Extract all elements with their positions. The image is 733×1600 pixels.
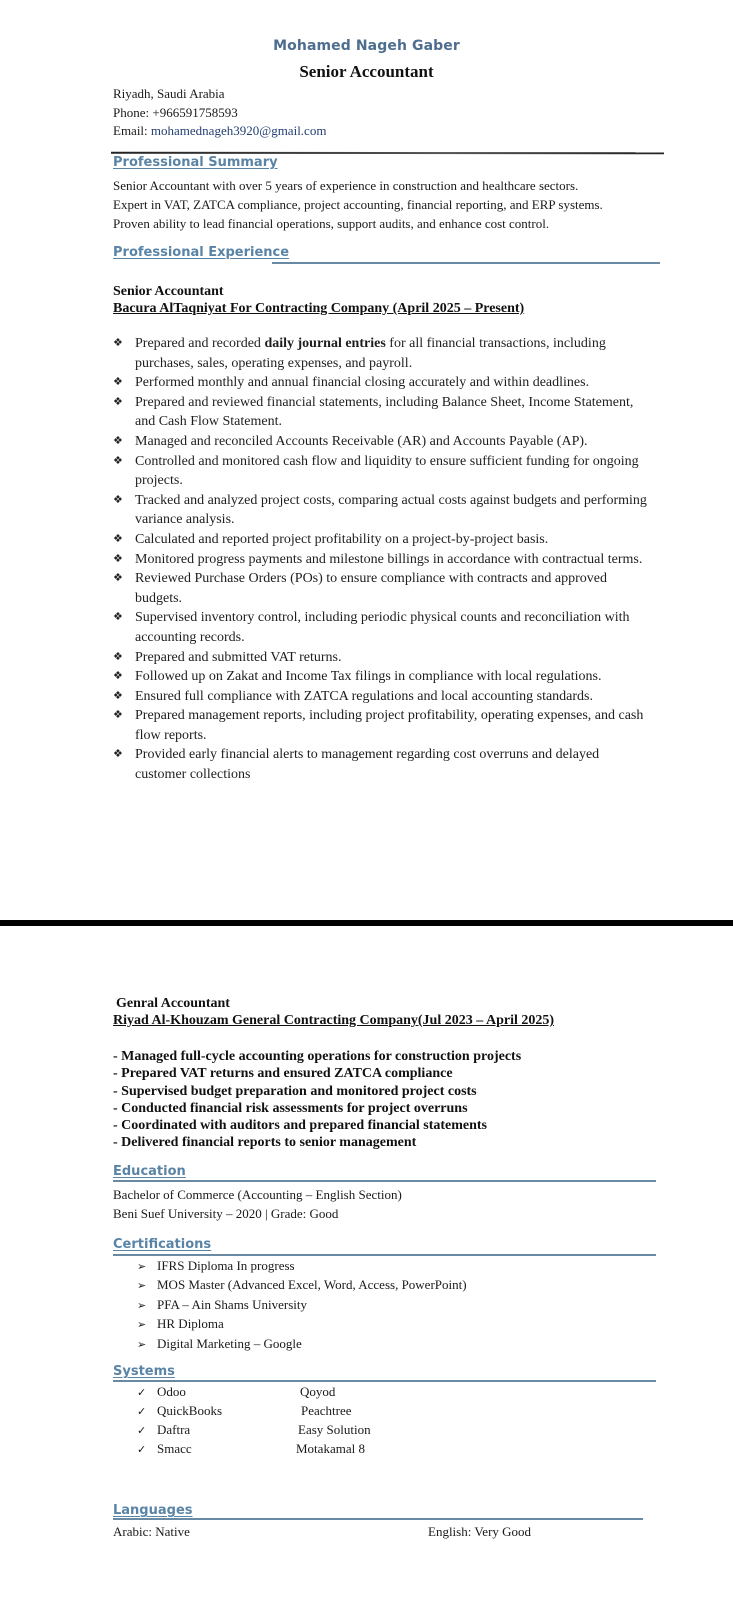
arrow-bullet-icon: ➢ — [137, 1338, 147, 1351]
job-bullets — [113, 1048, 673, 1152]
list-item: ➢ IFRS Diploma In progress — [137, 1257, 467, 1276]
check-icon: ✓ — [137, 1406, 147, 1418]
diamond-bullet-icon: ❖ — [113, 709, 123, 722]
summary-line: Proven ability to lead financial operations, support audits, and enhance cost control. — [113, 216, 550, 231]
diamond-bullet-icon: ❖ — [113, 572, 123, 585]
list-item: ❖ Reviewed Purchase Orders (POs) to ensure compliance with contracts and approved budgets. — [113, 571, 607, 606]
list-item: ❖ Managed and reconciled Accounts Receivable (AR) and Accounts Payable (AP). — [113, 432, 653, 452]
system-name: Peachtree — [301, 1403, 352, 1418]
arrow-bullet-icon: ➢ — [137, 1319, 147, 1332]
section-rule — [113, 1518, 643, 1520]
job-title: Senior Accountant — [113, 284, 224, 299]
list-item: ❖ Controlled and monitored cash flow and liquidity to ensure sufficient funding for ongoing projects. — [113, 453, 639, 489]
list-item: ❖ Tracked and analyzed project costs, comparing actual costs against budgets and performing variance analysis. — [113, 492, 647, 528]
phone-number: +966591758593 — [152, 105, 238, 120]
section-heading-systems: Systems — [113, 1364, 175, 1379]
systems-row — [137, 1422, 190, 1441]
list-item: ❖ Monitored progress payments and milestone billings in accordance with contractual terms. — [113, 550, 653, 570]
list-item: ❖ Prepared and submitted VAT returns. — [113, 648, 653, 668]
list-item: ❖ Prepared management reports, including project profitability, operating expenses, and cash flow reports. — [113, 708, 644, 743]
system-name: Daftra — [157, 1422, 191, 1437]
system-name: Odoo — [157, 1384, 186, 1399]
summary-line: Senior Accountant with over 5 years of experience in construction and healthcare sectors. — [113, 178, 579, 193]
system-name: Easy Solution — [298, 1422, 371, 1437]
diamond-bullet-icon: ❖ — [113, 454, 123, 467]
certifications-list — [137, 1257, 467, 1354]
email-label: Email: — [113, 123, 151, 138]
education-degree: Bachelor of Commerce (Accounting – English Section) — [113, 1187, 402, 1202]
list-item: ❖ Supervised inventory control, including periodic physical counts and reconciliation with accounting records. — [113, 610, 630, 645]
diamond-bullet-icon: ❖ — [113, 532, 123, 545]
diamond-bullet-icon: ❖ — [113, 493, 123, 506]
list-item: - Coordinated with auditors and prepared financial statements — [113, 1118, 488, 1134]
job-company: Riyad Al-Khouzam General Contracting Company(Jul 2023 – April 2025) — [113, 1013, 555, 1028]
section-rule — [272, 262, 660, 264]
list-item: ➢ PFA – Ain Shams University — [137, 1296, 467, 1315]
header-divider — [111, 152, 664, 154]
list-item: - Conducted financial risk assessments for project overruns — [113, 1100, 468, 1116]
section-heading-summary: Professional Summary — [113, 155, 278, 170]
language-arabic: Arabic: Native — [113, 1524, 190, 1539]
diamond-bullet-icon: ❖ — [113, 552, 123, 565]
list-item: - Delivered financial reports to senior management — [113, 1135, 417, 1151]
diamond-bullet-icon: ❖ — [113, 376, 123, 389]
education-school: Beni Suef University – 2020 | Grade: Good — [113, 1206, 339, 1221]
summary-line: Expert in VAT, ZATCA compliance, project accounting, financial reporting, and ERP systems. — [113, 197, 603, 212]
diamond-bullet-icon: ❖ — [113, 337, 123, 349]
section-heading-languages: Languages — [113, 1503, 193, 1518]
arrow-bullet-icon: ➢ — [137, 1280, 147, 1293]
system-name: QuickBooks — [157, 1403, 222, 1418]
section-rule — [113, 1180, 656, 1182]
diamond-bullet-icon: ❖ — [113, 434, 123, 447]
page-break-divider — [0, 920, 733, 926]
system-name: Smacc — [157, 1441, 192, 1456]
list-item: ❖ Performed monthly and annual financial closing accurately and within deadlines. — [113, 373, 653, 393]
list-item: ❖ Provided early financial alerts to management regarding cost overruns and delayed customer collections — [113, 747, 600, 783]
list-item: - Managed full-cycle accounting operations for construction projects — [113, 1049, 522, 1064]
email-link[interactable]: mohamednageh3920@gmail.com — [150, 123, 327, 138]
candidate-title: Senior Accountant — [299, 62, 434, 81]
check-icon: ✓ — [137, 1444, 147, 1456]
check-icon: ✓ — [137, 1425, 147, 1437]
systems-row — [137, 1384, 186, 1403]
list-item: ❖ Calculated and reported project profitability on a project-by-project basis. — [113, 530, 653, 550]
systems-row — [137, 1403, 222, 1422]
list-item: ❖ Prepared and recorded daily journal entries for all financial transactions, including purchases, sales, operating expenses, and payroll. — [113, 336, 606, 371]
phone-label: Phone: — [113, 105, 153, 120]
candidate-name: Mohamed Nageh Gaber — [273, 38, 460, 54]
system-name: Qoyod — [300, 1384, 336, 1399]
section-heading-experience: Professional Experience — [113, 245, 290, 260]
summary-text — [113, 176, 673, 233]
section-heading-education: Education — [113, 1164, 186, 1179]
section-rule — [113, 1254, 656, 1256]
system-name: Motakamal 8 — [296, 1441, 365, 1456]
diamond-bullet-icon: ❖ — [113, 670, 123, 683]
list-item: ➢ MOS Master (Advanced Excel, Word, Access, PowerPoint) — [137, 1276, 467, 1295]
list-item: - Supervised budget preparation and monitored project costs — [113, 1083, 477, 1099]
diamond-bullet-icon: ❖ — [113, 650, 123, 663]
arrow-bullet-icon: ➢ — [137, 1299, 147, 1312]
section-rule — [113, 1380, 656, 1382]
diamond-bullet-icon: ❖ — [113, 611, 123, 624]
job-bullets — [113, 334, 653, 785]
list-item: ❖ Followed up on Zakat and Income Tax filings in compliance with local regulations. — [113, 667, 653, 687]
job-company: Bacura AlTaqniyat For Contracting Company (April 2025 – Present) — [113, 301, 525, 316]
section-heading-certifications: Certifications — [113, 1237, 212, 1252]
list-item: ➢ HR Diploma — [137, 1315, 467, 1334]
language-english: English: Very Good — [428, 1524, 532, 1539]
job-title: Genral Accountant — [116, 996, 230, 1011]
diamond-bullet-icon: ❖ — [113, 689, 123, 702]
location: Riyadh, Saudi Arabia — [113, 86, 225, 101]
list-item: - Prepared VAT returns and ensured ZATCA compliance — [113, 1066, 453, 1082]
list-item: ❖ Prepared and reviewed financial statements, including Balance Sheet, Income Statement, and Cash Flow Statement. — [113, 394, 634, 430]
diamond-bullet-icon: ❖ — [113, 395, 123, 408]
arrow-bullet-icon: ➢ — [137, 1261, 147, 1273]
phone-line — [113, 105, 238, 121]
email-line — [113, 123, 326, 139]
list-item: ➢ Digital Marketing – Google — [137, 1335, 467, 1354]
check-icon: ✓ — [137, 1387, 147, 1399]
list-item: ❖ Ensured full compliance with ZATCA regulations and local accounting standards. — [113, 687, 653, 707]
systems-row — [137, 1441, 192, 1460]
diamond-bullet-icon: ❖ — [113, 748, 123, 761]
